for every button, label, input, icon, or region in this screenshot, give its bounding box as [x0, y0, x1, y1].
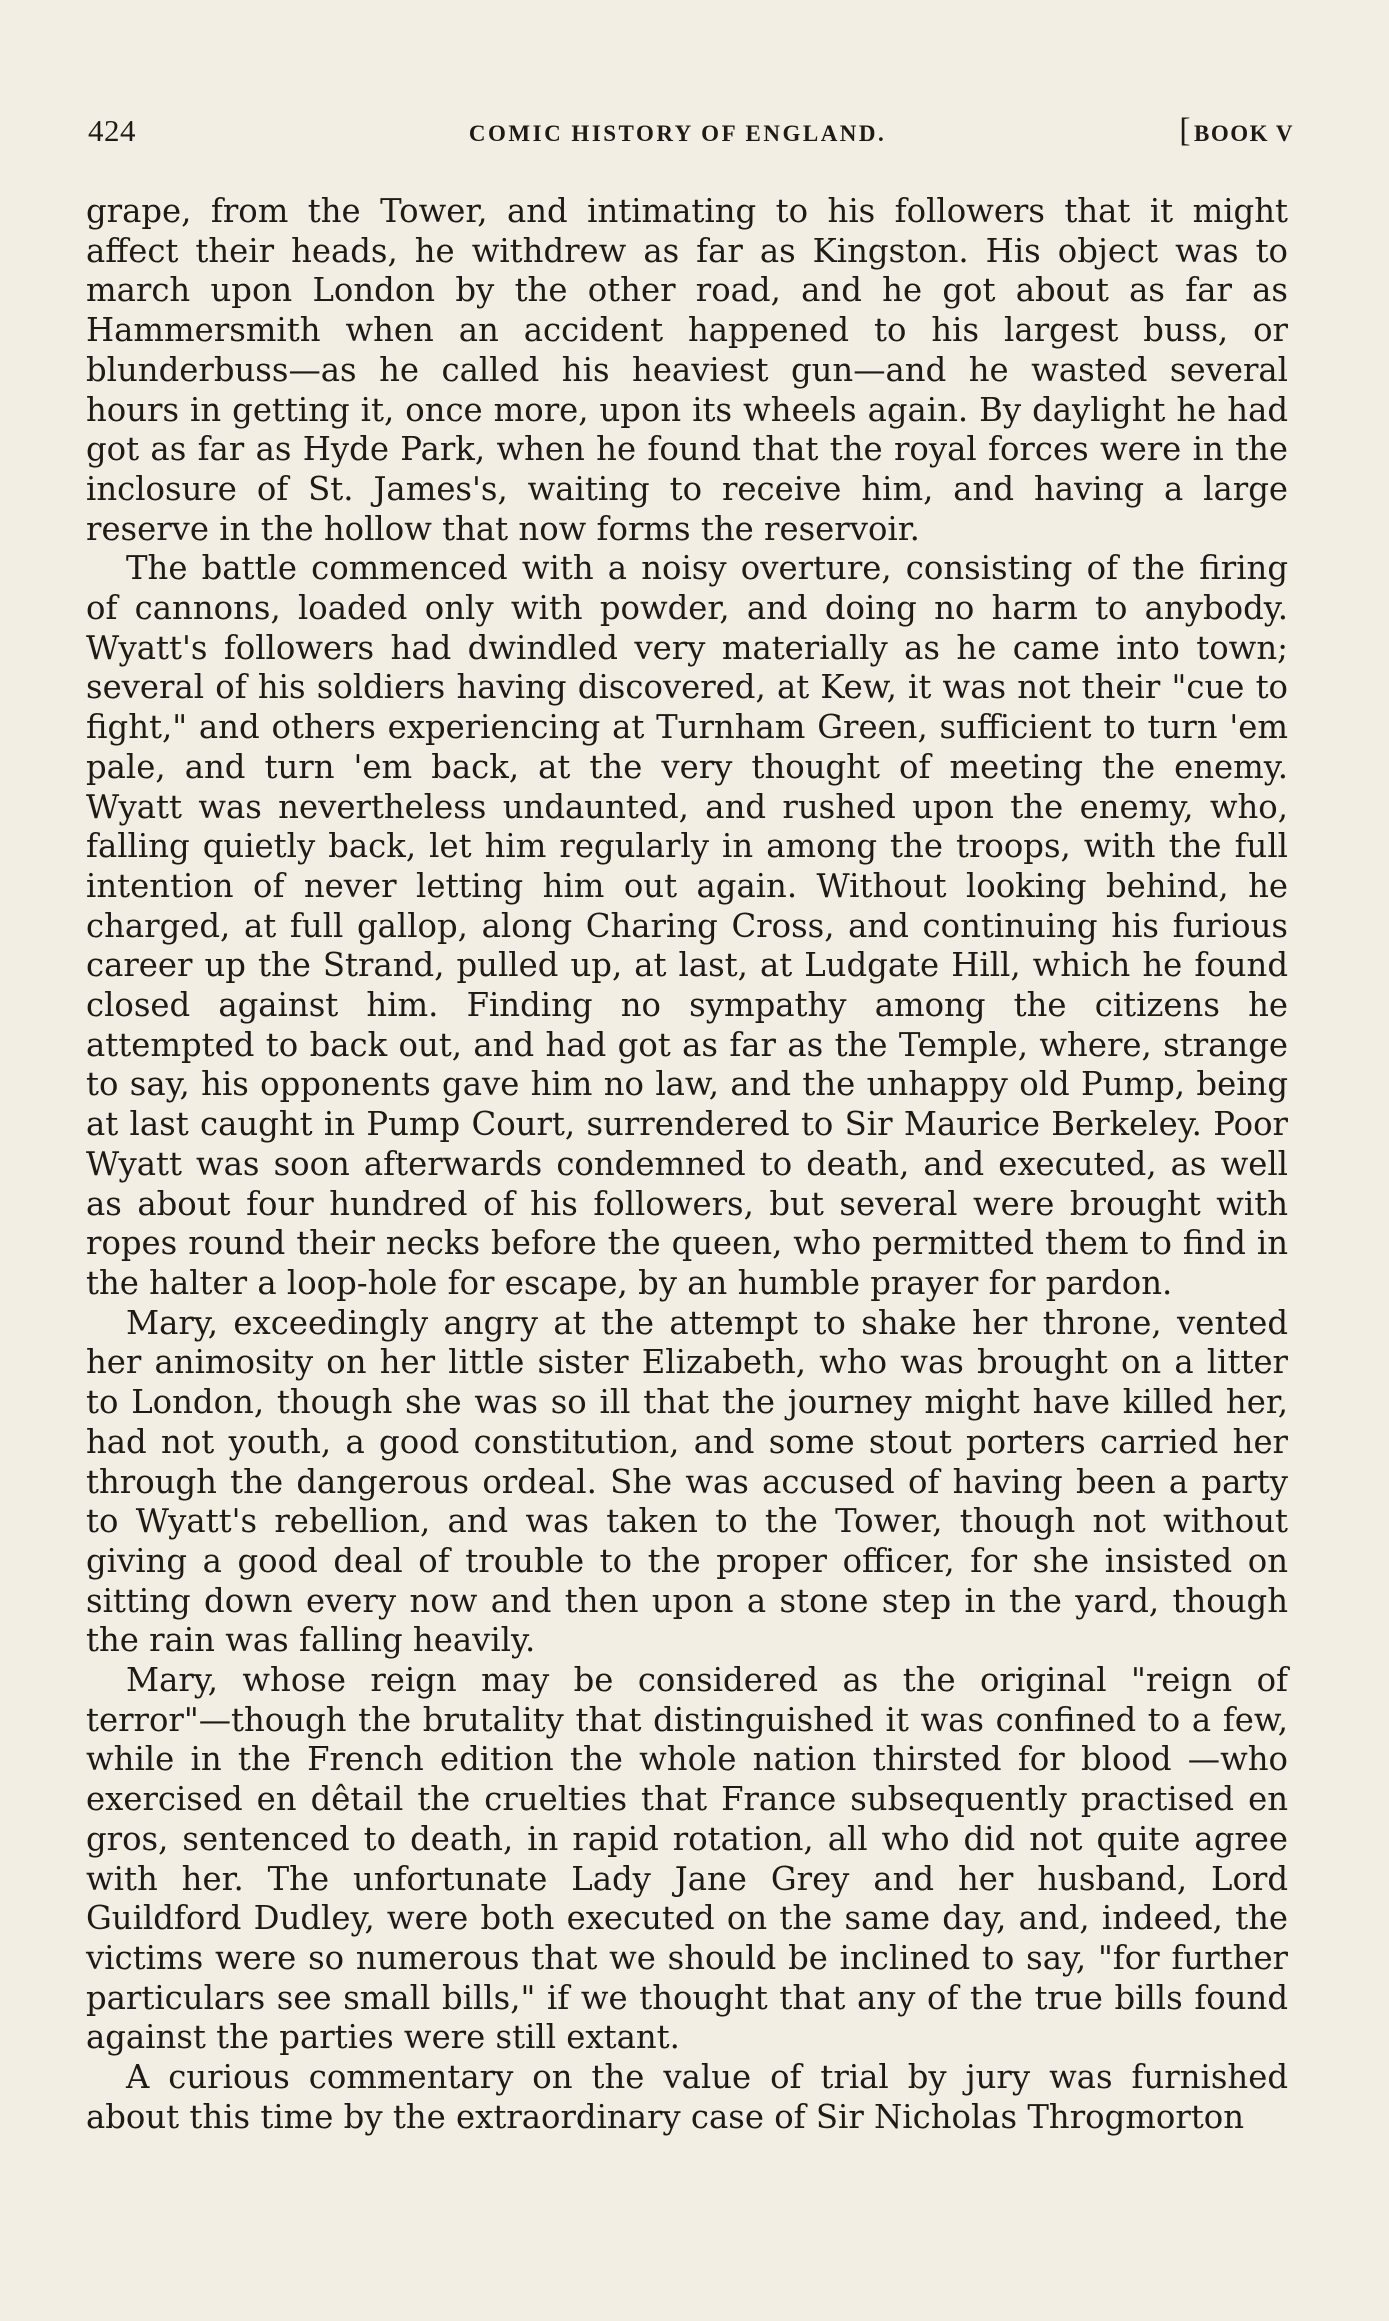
paragraph: The battle commenced with a noisy overture, consisting of the firing of cannons, loaded only with powder, and doing no harm to anybody. Wyatt's followers had dwindled very materially as he came into town; several of his soldiers having discovered, at Kew, it was not their "cue to fight," and others experiencing at Turnham Green, sufficient to turn 'em pale, and turn 'em back, at the very thought of meeting the enemy. Wyatt was nevertheless undaunted, and rushed upon the enemy, who, falling quietly back, let him regularly in among the troops, with the full intention of never letting him out again. Without looking behind, he charged, at full gallop, along Charing Cross, and continuing his furious career up the Strand, pulled up, at last, at Ludgate Hill, which he found closed against him. Finding no sympathy among the citizens he attempted to back out, and had got as far as the Temple, where, strange to say, his opponents gave him no law, and the unhappy old Pump, being at last caught in Pump Court, surrendered to Sir Maurice Berkeley. Poor Wyatt was soon afterwards condemned to death, and executed, as well as about four hundred of his followers, but several were brought with ropes round their necks before the queen, who permitted them to find in the halter a loop-hole for escape, by an humble prayer for pardon. [86, 549, 1288, 1302]
book-label-wrap [1179, 112, 1294, 150]
bracket-glyph: [ [1179, 112, 1193, 149]
running-title: COMIC HISTORY OF ENGLAND. [468, 121, 887, 146]
page-number: 424 [88, 113, 136, 148]
paragraph: Mary, exceedingly angry at the attempt to shake her throne, vented her animosity on her little sister Elizabeth, who was brought on a litter to London, though she was so ill that the journey might have killed her, had not youth, a good constitution, and some stout porters carried her through the dangerous ordeal. She was accused of having been a party to Wyatt's rebellion, and was taken to the Tower, though not without giving a good deal of trouble to the proper officer, for she insisted on sitting down every now and then upon a stone step in the yard, though the rain was falling heavily. [86, 1303, 1288, 1660]
body-text [86, 192, 1288, 2137]
paragraph: Mary, whose reign may be considered as the original "reign of terror"—though the brutality that distinguished it was confined to a few, while in the French edition the whole nation thirsted for blood —who exercised en dêtail the cruelties that France subsequently practised en gros, sentenced to death, in rapid rotation, all who did not quite agree with her. The unfortunate Lady Jane Grey and her husband, Lord Guildford Dudley, were both executed on the same day, and, indeed, the victims were so numerous that we should be inclined to say, "for further particulars see small bills," if we thought that any of the true bills found against the parties were still extant. [86, 1661, 1288, 2057]
paragraph: grape, from the Tower, and intimating to his followers that it might affect their heads, he withdrew as far as Kingston. His object was to march upon London by the other road, and he got about as far as Hammersmith when an accident happened to his largest buss, or blunderbuss—as he called his heaviest gun—and he wasted several hours in getting it, once more, upon its wheels again. By daylight he had got as far as Hyde Park, when he found that the royal forces were in the inclosure of St. James's, waiting to receive him, and having a large reserve in the hollow that now forms the reservoir. [86, 192, 1288, 548]
running-head [88, 112, 1294, 152]
paragraph: A curious commentary on the value of trial by jury was furnished about this time by the extraordinary case of Sir Nicholas Throgmorton [86, 2058, 1288, 2136]
book-label: BOOK V [1194, 121, 1294, 146]
